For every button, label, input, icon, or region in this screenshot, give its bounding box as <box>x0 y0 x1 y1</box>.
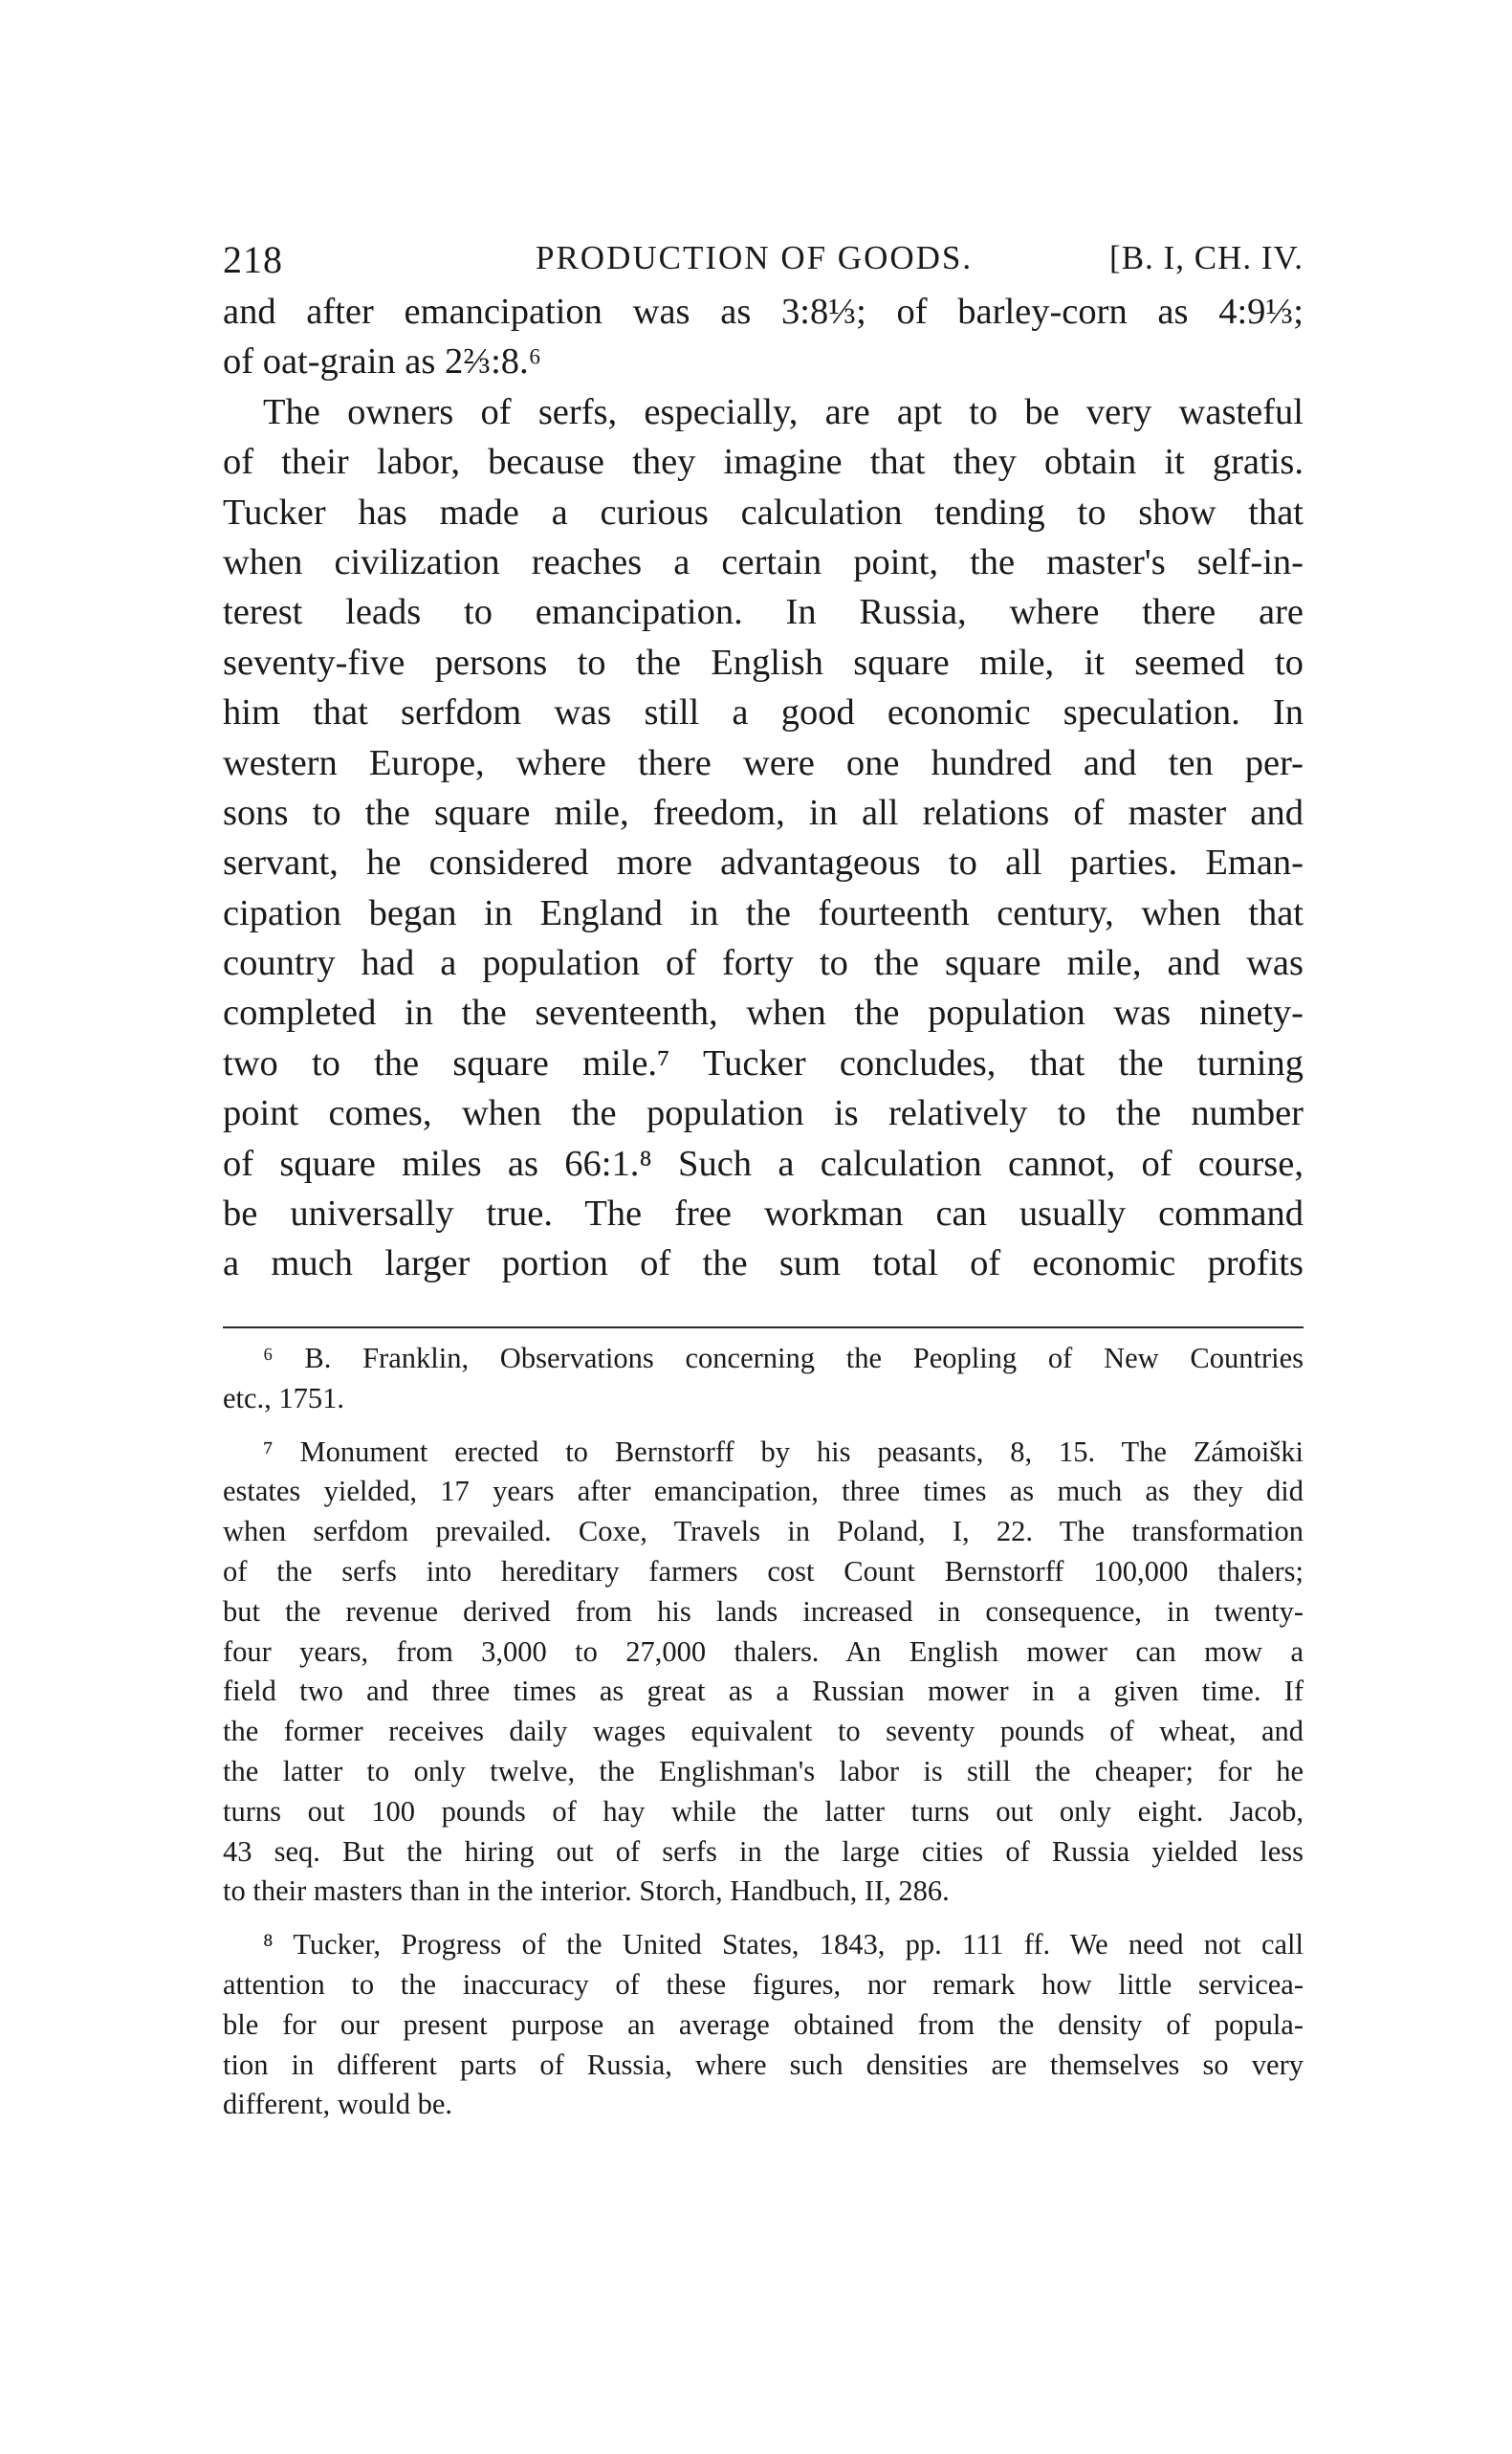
footnote-7 <box>223 1433 1304 1913</box>
footnote-divider <box>223 1326 1304 1328</box>
footnote-line: of the serfs into hereditary farmers cost Count Bernstorff 100,000 thalers; <box>223 1554 1304 1588</box>
footnotes <box>223 1339 1304 2125</box>
body-line: when civilization reaches a certain point, the master's self-in- <box>223 541 1304 582</box>
body-line: The owners of serfs, especially, are apt to be very wasteful <box>263 391 1304 432</box>
body-text <box>223 287 1304 1289</box>
body-line: of oat-grain as 2⅔:8.⁶ <box>223 341 542 383</box>
footnote-line: to their masters than in the interior. Storch, Handbuch, II, 286. <box>223 1874 950 1908</box>
footnote-line: ⁶ B. Franklin, Observations concerning the Peopling of New Countries <box>263 1342 1304 1374</box>
footnote-8 <box>223 1925 1304 2125</box>
footnote-line: the latter to only twelve, the Englishman's labor is still the cheaper; for he <box>223 1754 1304 1787</box>
body-line: point comes, when the population is relatively to the number <box>223 1093 1304 1134</box>
footnote-line: 43 seq. But the hiring out of serfs in the large cities of Russia yielded less <box>223 1834 1304 1868</box>
footnote-line: but the revenue derived from his lands increased in consequence, in twenty- <box>223 1594 1304 1628</box>
running-title: PRODUCTION OF GOODS. <box>536 239 974 276</box>
body-line: him that serfdom was still a good economic speculation. In <box>223 692 1304 734</box>
body-line: terest leads to emancipation. In Russia, where there are <box>223 592 1304 633</box>
section-reference: [B. I, CH. IV. <box>1109 239 1304 276</box>
body-line: of their labor, because they imagine that they obtain it gratis. <box>223 442 1304 483</box>
body-line: western Europe, where there were one hundred and ten per- <box>223 742 1304 783</box>
footnote-line: turns out 100 pounds of hay while the latter turns out only eight. Jacob, <box>223 1794 1304 1828</box>
body-line: completed in the seventeenth, when the population was ninety- <box>223 993 1304 1034</box>
body-line: Tucker has made a curious calculation tending to show that <box>223 492 1304 533</box>
body-line: servant, he considered more advantageous to all parties. Eman- <box>223 843 1304 884</box>
footnote-line: estates yielded, 17 years after emancipation, three times as much as they did <box>223 1475 1304 1508</box>
running-header <box>223 237 1304 285</box>
body-line: of square miles as 66:1.⁸ Such a calculation cannot, of course, <box>223 1143 1304 1184</box>
footnote-6 <box>223 1339 1304 1419</box>
body-line: sons to the square mile, freedom, in all relations of master and <box>223 792 1304 833</box>
footnote-line: ble for our present purpose an average obtained from the density of popula- <box>223 2007 1304 2041</box>
body-line: be universally true. The free workman can usually command <box>223 1194 1304 1235</box>
footnote-line: four years, from 3,000 to 27,000 thalers. An English mower can mow a <box>223 1634 1304 1668</box>
footnote-line: ⁷ Monument erected to Bernstorff by his peasants, 8, 15. The Zámoiški <box>263 1435 1304 1468</box>
body-line: seventy-five persons to the English square mile, it seemed to <box>223 642 1304 683</box>
footnote-line: the former receives daily wages equivalent to seventy pounds of wheat, and <box>223 1715 1304 1748</box>
body-line: cipation began in England in the fourteenth century, when that <box>223 892 1304 933</box>
footnote-line: ⁸ Tucker, Progress of the United States, 1843, pp. 111 ff. We need not call <box>263 1928 1304 1961</box>
footnote-line: field two and three times as great as a Russian mower in a given time. If <box>223 1675 1304 1708</box>
body-line: country had a population of forty to the square mile, and was <box>223 943 1304 984</box>
body-line: two to the square mile.⁷ Tucker concludes, that the turning <box>223 1042 1304 1084</box>
footnote-line: tion in different parts of Russia, where such densities are themselves so very <box>223 2048 1304 2081</box>
body-line: and after emancipation was as 3:8⅓; of barley-corn as 4:9⅓; <box>223 292 1304 332</box>
footnote-line: etc., 1751. <box>223 1381 345 1414</box>
footnote-line: when serfdom prevailed. Coxe, Travels in Poland, I, 22. The transformation <box>223 1515 1304 1548</box>
body-line: a much larger portion of the sum total of economic profits <box>223 1243 1304 1284</box>
footnote-line: different, would be. <box>223 2088 452 2121</box>
footnote-line: attention to the inaccuracy of these figures, nor remark how little servicea- <box>223 1967 1304 2001</box>
page-number: 218 <box>223 238 283 281</box>
